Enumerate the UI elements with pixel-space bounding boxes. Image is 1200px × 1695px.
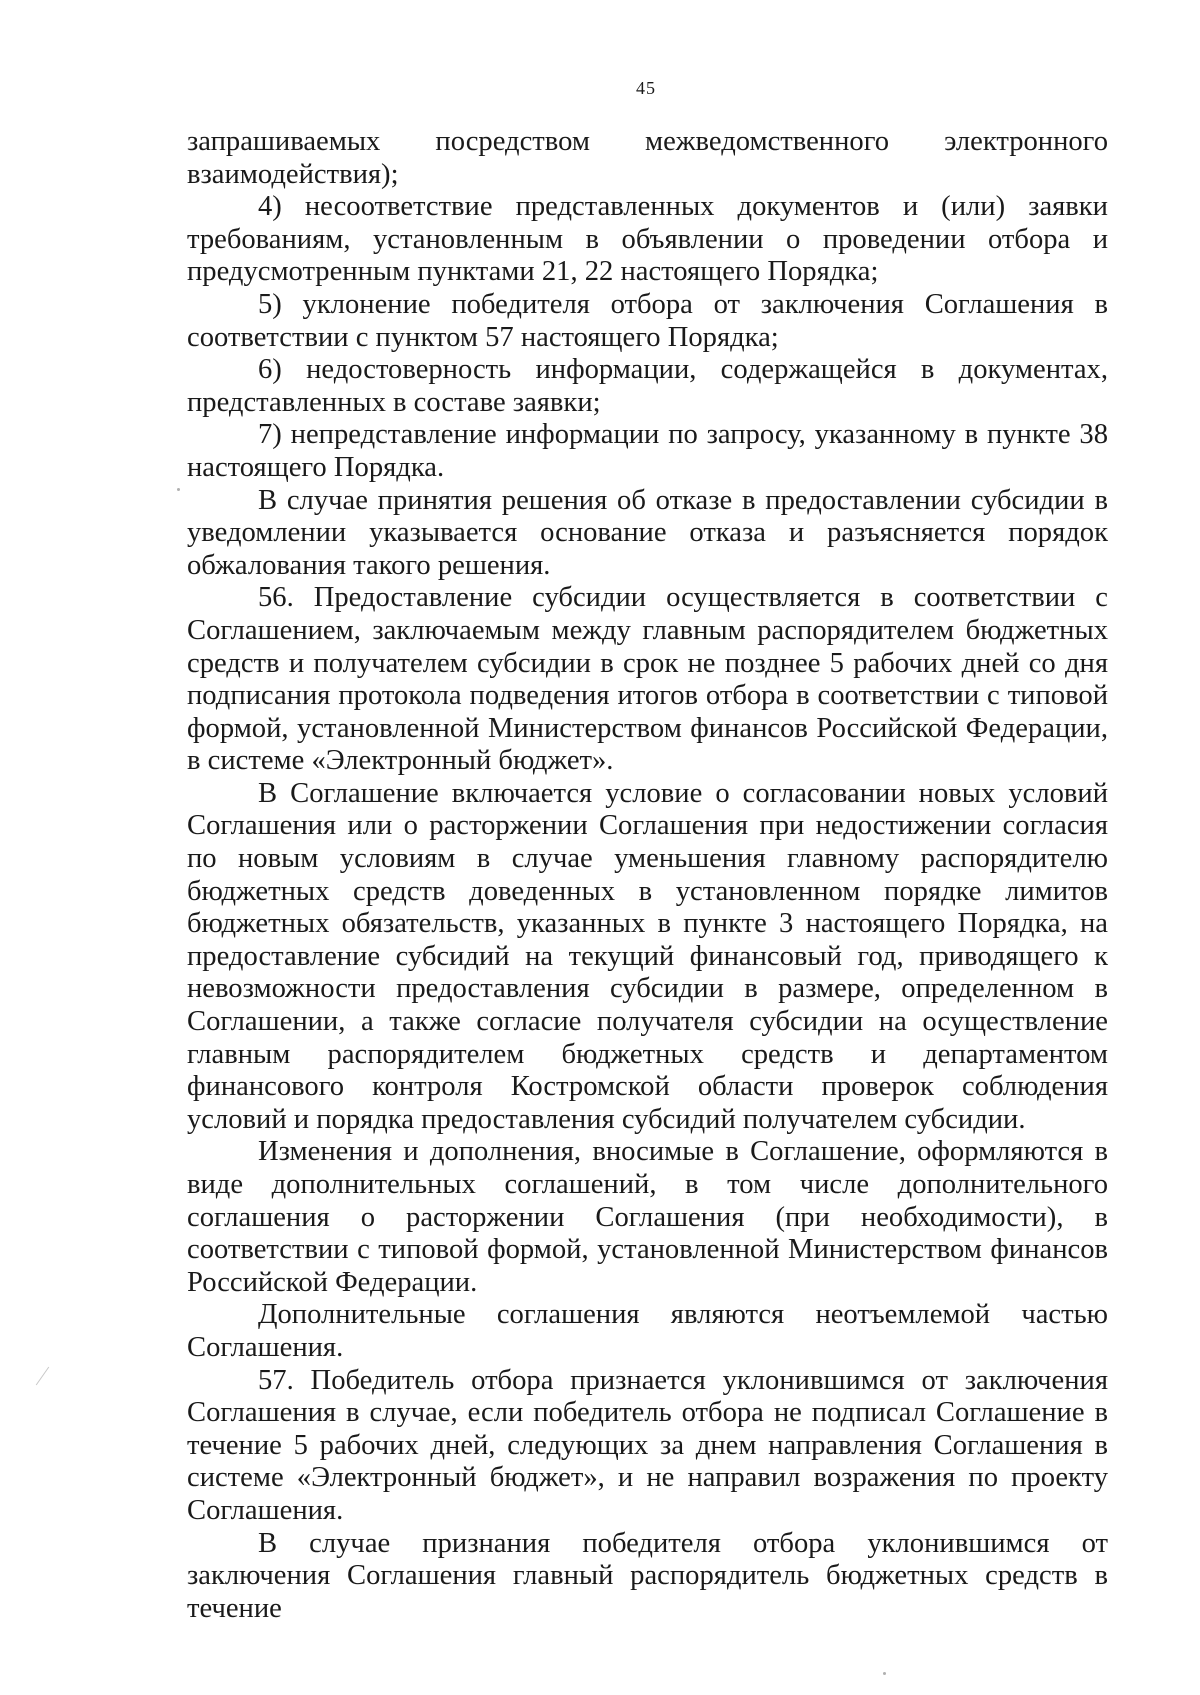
paragraph-amendments: Изменения и дополнения, вносимые в Соглашение, оформляются в виде дополнительных соглашений, в том числе дополнительного соглашения о расторжении Соглашения (при необходимости), в соответствии с типовой формой, установленной Министерством финансов Российской Федерации.	[187, 1136, 1108, 1298]
paragraph-continuation: запрашиваемых посредством межведомственного электронного взаимодействия);	[187, 126, 1108, 190]
paragraph-item-4: 4) несоответствие представленных документов и (или) заявки требованиям, установленным в объявлении о проведении отбора и предусмотренным пунктами 21, 22 настоящего Порядка;	[187, 191, 1108, 288]
paragraph-additional-agreements: Дополнительные соглашения являются неотъемлемой частью Соглашения.	[187, 1299, 1108, 1363]
page-number: 45	[636, 78, 656, 98]
paragraph-agreement-conditions: В Соглашение включается условие о согласовании новых условий Соглашения или о расторжении Соглашения при недостижении согласия по новым условиям в случае уменьшения главному распорядителю бюджетных средств доведенных в установленном порядке лимитов бюджетных обязательств, указанных в пункте 3 настоящего Порядка, на предоставление субсидий на текущий финансовый год, приводящего к невозможности предоставления субсидии в размере, определенном в Соглашении, а также согласие получателя субсидии на осуществление главным распорядителем бюджетных средств и департаментом финансового контроля Костромской области проверок соблюдения условий и порядка предоставления субсидий получателем субсидии.	[187, 777, 1108, 1135]
paragraph-clause-56: 56. Предоставление субсидии осуществляется в соответствии с Соглашением, заключаемым между главным распорядителем бюджетных средств и получателем субсидии в срок не позднее 5 рабочих дней со дня подписания протокола подведения итогов отбора в соответствии с типовой формой, установленной Министерством финансов Российской Федерации, в системе «Электронный бюджет».	[187, 582, 1108, 777]
document-body	[187, 126, 1108, 1625]
paragraph-clause-57: 57. Победитель отбора признается уклонившимся от заключения Соглашения в случае, если победитель отбора не подписал Соглашение в течение 5 рабочих дней, следующих за днем направления Соглашения в системе «Электронный бюджет», и не направил возражения по проекту Соглашения.	[187, 1364, 1108, 1526]
scan-artifact-dot	[883, 1672, 886, 1675]
scan-artifact-line	[36, 1367, 49, 1386]
paragraph-item-6: 6) недостоверность информации, содержащейся в документах, представленных в составе заявки;	[187, 354, 1108, 418]
paragraph-item-7: 7) непредставление информации по запросу, указанному в пункте 38 настоящего Порядка.	[187, 419, 1108, 483]
paragraph-refusal-notice: В случае принятия решения об отказе в предоставлении субсидии в уведомлении указывается основание отказа и разъясняется порядок обжалования такого решения.	[187, 484, 1108, 581]
paragraph-item-5: 5) уклонение победителя отбора от заключения Соглашения в соответствии с пунктом 57 настоящего Порядка;	[187, 288, 1108, 353]
scan-artifact-dot	[177, 488, 180, 491]
paragraph-evasion: В случае признания победителя отбора уклонившимся от заключения Соглашения главный распорядитель бюджетных средств в течение	[187, 1527, 1108, 1624]
